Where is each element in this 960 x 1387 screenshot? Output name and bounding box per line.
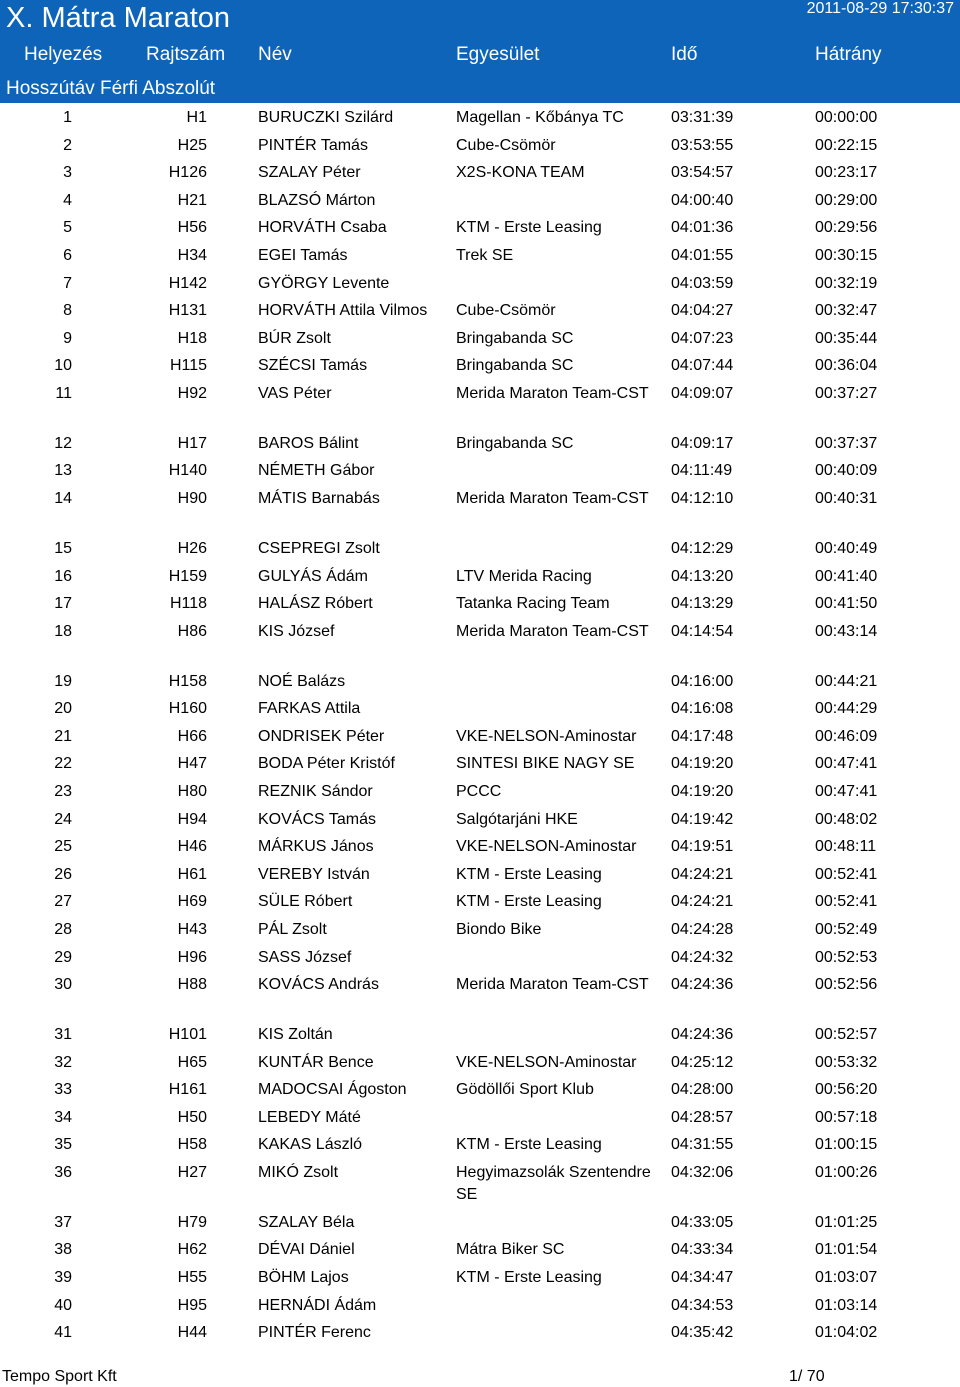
cell-name: MADOCSAI Ágoston — [258, 1081, 407, 1099]
footer-page-number: 1/ 70 — [789, 1368, 825, 1385]
cell-time: 04:19:42 — [671, 810, 734, 828]
cell-time: 04:33:05 — [671, 1213, 734, 1231]
cell-gap: 00:29:56 — [815, 219, 878, 237]
table-row — [0, 1322, 960, 1350]
cell-bib: H55 — [177, 1269, 207, 1287]
cell-position: 23 — [54, 782, 72, 800]
table-row — [0, 135, 960, 163]
cell-gap: 00:36:04 — [815, 357, 878, 375]
cell-name: BAROS Bálint — [258, 434, 359, 452]
cell-position: 38 — [54, 1241, 72, 1259]
cell-name: HORVÁTH Csaba — [258, 219, 387, 237]
table-row — [0, 781, 960, 809]
cell-club: Gödöllői Sport Klub — [456, 1081, 594, 1099]
cell-bib: H25 — [177, 136, 207, 154]
cell-name: VEREBY István — [258, 865, 370, 883]
cell-name: KOVÁCS Tamás — [258, 810, 376, 828]
table-row — [0, 1267, 960, 1295]
cell-club: Cube-Csömör — [456, 136, 556, 154]
cell-position: 2 — [63, 136, 72, 154]
cell-time: 04:19:20 — [671, 755, 734, 773]
cell-gap: 00:30:15 — [815, 246, 878, 264]
cell-position: 19 — [54, 672, 72, 690]
table-row — [0, 1052, 960, 1080]
table-row — [0, 621, 960, 671]
cell-time: 04:31:55 — [671, 1136, 734, 1154]
cell-time: 04:17:48 — [671, 727, 734, 745]
cell-time: 04:24:36 — [671, 976, 734, 994]
cell-gap: 00:56:20 — [815, 1081, 878, 1099]
cell-club: Mátra Biker SC — [456, 1241, 565, 1259]
cell-gap: 00:40:09 — [815, 462, 878, 480]
cell-bib: H69 — [177, 893, 207, 911]
cell-club: KTM - Erste Leasing — [456, 865, 602, 883]
cell-time: 04:13:29 — [671, 595, 734, 613]
cell-bib: H58 — [177, 1136, 207, 1154]
cell-bib: H131 — [168, 302, 207, 320]
cell-position: 12 — [54, 434, 72, 452]
cell-gap: 01:00:15 — [815, 1136, 878, 1154]
cell-name: MIKÓ Zsolt — [258, 1163, 339, 1181]
table-row — [0, 1134, 960, 1162]
table-row — [0, 698, 960, 726]
table-row — [0, 891, 960, 919]
cell-gap: 00:43:14 — [815, 622, 878, 640]
cell-name: BODA Péter Kristóf — [258, 755, 395, 773]
cell-gap: 00:32:19 — [815, 274, 878, 292]
table-row — [0, 1212, 960, 1240]
cell-position: 39 — [54, 1269, 72, 1287]
cell-position: 25 — [54, 838, 72, 856]
cell-bib: H95 — [177, 1296, 207, 1314]
cell-position: 8 — [63, 302, 72, 320]
cell-club: Merida Maraton Team-CST — [456, 976, 649, 994]
cell-bib: H43 — [177, 920, 207, 938]
cell-bib: H161 — [168, 1081, 207, 1099]
cell-bib: H44 — [177, 1324, 207, 1342]
cell-club: Hegyimazsolák Szentendre SE — [456, 1163, 651, 1203]
cell-name: SZALAY Béla — [258, 1213, 355, 1231]
cell-time: 04:01:36 — [671, 219, 734, 237]
cell-name: ONDRISEK Péter — [258, 727, 385, 745]
cell-position: 4 — [63, 191, 72, 209]
cell-bib: H66 — [177, 727, 207, 745]
cell-time: 04:03:59 — [671, 274, 734, 292]
cell-club: KTM - Erste Leasing — [456, 1269, 602, 1287]
cell-bib: H62 — [177, 1241, 207, 1259]
cell-gap: 00:52:57 — [815, 1026, 878, 1043]
table-row — [0, 433, 960, 461]
cell-gap: 00:52:56 — [815, 976, 878, 994]
cell-club: KTM - Erste Leasing — [456, 219, 602, 237]
cell-gap: 00:57:18 — [815, 1108, 878, 1126]
cell-bib: H126 — [168, 164, 207, 182]
cell-bib: H92 — [177, 384, 207, 402]
cell-bib: H90 — [177, 490, 207, 508]
cell-time: 04:28:57 — [671, 1108, 734, 1126]
cell-gap: 00:52:41 — [815, 893, 878, 911]
cell-time: 04:34:47 — [671, 1269, 734, 1287]
cell-position: 32 — [54, 1053, 72, 1071]
cell-position: 6 — [63, 246, 72, 264]
cell-gap: 00:48:11 — [815, 838, 877, 856]
table-row — [0, 245, 960, 273]
table-row — [0, 300, 960, 328]
cell-name: NÉMETH Gábor — [258, 462, 375, 480]
cell-club: KTM - Erste Leasing — [456, 893, 602, 911]
table-row — [0, 1024, 960, 1052]
cell-position: 37 — [54, 1213, 72, 1231]
cell-bib: H79 — [177, 1213, 207, 1231]
cell-time: 04:19:20 — [671, 782, 734, 800]
table-row — [0, 809, 960, 837]
table-row — [0, 1295, 960, 1323]
table-row — [0, 162, 960, 190]
table-row — [0, 217, 960, 245]
cell-club: VKE-NELSON-Aminostar — [456, 838, 637, 856]
table-row — [0, 190, 960, 218]
cell-position: 40 — [54, 1296, 72, 1314]
table-row — [0, 1239, 960, 1267]
cell-gap: 00:32:47 — [815, 302, 878, 320]
cell-bib: H47 — [177, 755, 207, 773]
cell-name: HORVÁTH Attila Vilmos — [258, 302, 428, 320]
cell-position: 15 — [54, 539, 72, 557]
cell-club: Salgótarjáni HKE — [456, 810, 578, 828]
cell-name: KIS Zoltán — [258, 1026, 333, 1043]
cell-gap: 00:46:09 — [815, 727, 878, 745]
table-row — [0, 593, 960, 621]
cell-gap: 00:22:15 — [815, 136, 878, 154]
cell-club: SINTESI BIKE NAGY SE — [456, 755, 635, 773]
cell-position: 13 — [54, 462, 72, 480]
cell-gap: 00:53:32 — [815, 1053, 878, 1071]
cell-club: VKE-NELSON-Aminostar — [456, 727, 637, 745]
cell-name: BÚR Zsolt — [258, 329, 331, 347]
table-row — [0, 1107, 960, 1135]
cell-time: 04:14:54 — [671, 622, 734, 640]
cell-gap: 01:00:26 — [815, 1163, 878, 1181]
cell-time: 04:24:21 — [671, 893, 734, 911]
cell-gap: 00:35:44 — [815, 329, 878, 347]
cell-name: KOVÁCS András — [258, 976, 379, 994]
column-header-bib: Rajtszám — [146, 44, 226, 65]
table-row — [0, 919, 960, 947]
cell-bib: H140 — [168, 462, 207, 480]
cell-bib: H96 — [177, 948, 207, 966]
cell-gap: 00:37:27 — [815, 384, 878, 402]
cell-time: 04:16:08 — [671, 700, 734, 718]
cell-bib: H94 — [177, 810, 207, 828]
cell-bib: H1 — [186, 109, 207, 126]
cell-time: 04:24:36 — [671, 1026, 734, 1043]
cell-name: NOÉ Balázs — [258, 672, 346, 690]
cell-bib: H27 — [177, 1163, 207, 1181]
timestamp: 2011-08-29 17:30:37 — [806, 0, 954, 17]
cell-time: 04:16:00 — [671, 672, 734, 690]
cell-club: Tatanka Racing Team — [456, 595, 610, 613]
cell-club: PCCC — [456, 782, 502, 800]
table-row — [0, 864, 960, 892]
table-row — [0, 273, 960, 301]
cell-time: 04:09:17 — [671, 434, 734, 452]
cell-name: HERNÁDI Ádám — [258, 1296, 377, 1314]
cell-name: FARKAS Attila — [258, 700, 361, 718]
cell-name: REZNIK Sándor — [258, 782, 373, 800]
cell-position: 11 — [55, 384, 72, 402]
cell-club: LTV Merida Racing — [456, 567, 592, 585]
cell-time: 04:34:53 — [671, 1296, 734, 1314]
cell-name: BLAZSÓ Márton — [258, 191, 376, 209]
cell-gap: 00:47:41 — [815, 755, 878, 773]
cell-name: SASS József — [258, 948, 352, 966]
cell-position: 1 — [63, 109, 72, 126]
cell-time: 04:12:29 — [671, 539, 734, 557]
table-row — [0, 726, 960, 754]
cell-name: HALÁSZ Róbert — [258, 595, 373, 613]
cell-name: BURUCZKI Szilárd — [258, 109, 394, 126]
cell-bib: H142 — [168, 274, 207, 292]
cell-club: Trek SE — [456, 246, 514, 264]
cell-club: Biondo Bike — [456, 920, 542, 938]
cell-bib: H86 — [177, 622, 207, 640]
cell-name: MÁTIS Barnabás — [258, 490, 380, 508]
cell-bib: H18 — [177, 329, 207, 347]
cell-time: 04:12:10 — [671, 490, 734, 508]
cell-gap: 00:44:21 — [815, 672, 878, 690]
cell-bib: H21 — [177, 191, 207, 209]
cell-time: 04:13:20 — [671, 567, 734, 585]
cell-club: X2S-KONA TEAM — [456, 164, 585, 182]
cell-position: 24 — [54, 810, 72, 828]
cell-gap: 01:04:02 — [815, 1324, 878, 1342]
cell-bib: H158 — [168, 672, 207, 690]
cell-gap: 01:01:25 — [815, 1213, 878, 1231]
page-title: X. Mátra Maraton — [6, 2, 231, 34]
cell-time: 04:24:28 — [671, 920, 734, 938]
column-header-name: Név — [258, 44, 292, 65]
cell-name: EGEI Tamás — [258, 246, 348, 264]
cell-gap: 00:44:29 — [815, 700, 878, 718]
cell-position: 36 — [54, 1163, 72, 1181]
cell-bib: H160 — [168, 700, 207, 718]
cell-gap: 00:23:17 — [815, 164, 878, 182]
cell-gap: 00:52:53 — [815, 948, 878, 966]
table-row — [0, 538, 960, 566]
column-header-club: Egyesület — [456, 44, 540, 65]
table-row — [0, 488, 960, 538]
cell-gap: 00:47:41 — [815, 782, 878, 800]
cell-gap: 01:03:07 — [815, 1269, 878, 1287]
cell-position: 33 — [54, 1081, 72, 1099]
cell-position: 29 — [54, 948, 72, 966]
cell-bib: H50 — [177, 1108, 207, 1126]
cell-position: 34 — [54, 1108, 72, 1126]
cell-time: 03:54:57 — [671, 164, 734, 182]
cell-position: 26 — [54, 865, 72, 883]
column-header-position: Helyezés — [24, 44, 103, 65]
cell-time: 03:31:39 — [671, 109, 734, 126]
table-row — [0, 974, 960, 1024]
cell-bib: H56 — [177, 219, 207, 237]
cell-position: 5 — [63, 219, 72, 237]
table-row — [0, 947, 960, 975]
cell-club: Magellan - Kőbánya TC — [456, 109, 624, 126]
cell-gap: 01:01:54 — [815, 1241, 878, 1259]
table-row — [0, 383, 960, 433]
category-title: Hosszútáv Férfi Abszolút — [6, 78, 216, 99]
cell-name: GULYÁS Ádám — [258, 567, 368, 585]
cell-time: 04:28:00 — [671, 1081, 734, 1099]
cell-bib: H118 — [169, 595, 207, 613]
cell-position: 41 — [54, 1324, 72, 1342]
footer-organizer: Tempo Sport Kft — [2, 1368, 117, 1385]
cell-bib: H101 — [168, 1026, 207, 1043]
cell-time: 04:00:40 — [671, 191, 734, 209]
cell-bib: H46 — [177, 838, 207, 856]
cell-name: PÁL Zsolt — [258, 920, 327, 938]
cell-bib: H61 — [177, 865, 207, 883]
cell-time: 04:24:32 — [671, 948, 734, 966]
cell-club: Merida Maraton Team-CST — [456, 490, 649, 508]
cell-time: 04:11:49 — [671, 462, 733, 480]
table-row — [0, 107, 960, 135]
cell-time: 04:25:12 — [671, 1053, 734, 1071]
cell-club: Cube-Csömör — [456, 302, 556, 320]
table-row — [0, 671, 960, 699]
cell-time: 04:32:06 — [671, 1163, 734, 1181]
cell-gap: 00:40:31 — [815, 490, 878, 508]
cell-gap: 00:29:00 — [815, 191, 878, 209]
header-band — [0, 0, 960, 103]
cell-position: 10 — [54, 357, 72, 375]
table-row — [0, 1162, 960, 1212]
cell-gap: 00:48:02 — [815, 810, 878, 828]
cell-position: 17 — [54, 595, 72, 613]
cell-name: MÁRKUS János — [258, 838, 374, 856]
cell-position: 16 — [54, 567, 72, 585]
cell-gap: 00:00:00 — [815, 109, 878, 126]
cell-club: VKE-NELSON-Aminostar — [456, 1053, 637, 1071]
cell-time: 04:35:42 — [671, 1324, 734, 1342]
cell-club: Bringabanda SC — [456, 434, 574, 452]
cell-bib: H34 — [177, 246, 207, 264]
cell-name: SZALAY Péter — [258, 164, 361, 182]
cell-time: 04:07:44 — [671, 357, 734, 375]
cell-club: Bringabanda SC — [456, 329, 574, 347]
cell-bib: H26 — [177, 539, 207, 557]
cell-position: 3 — [63, 164, 72, 182]
table-row — [0, 328, 960, 356]
cell-gap: 00:40:49 — [815, 539, 878, 557]
cell-time: 03:53:55 — [671, 136, 734, 154]
cell-position: 27 — [54, 893, 72, 911]
cell-time: 04:01:55 — [671, 246, 734, 264]
cell-position: 22 — [54, 755, 72, 773]
column-header-gap: Hátrány — [815, 44, 882, 65]
cell-position: 14 — [54, 490, 72, 508]
cell-gap: 01:03:14 — [815, 1296, 878, 1314]
cell-gap: 00:41:40 — [815, 567, 878, 585]
cell-club: Merida Maraton Team-CST — [456, 622, 649, 640]
cell-gap: 00:52:41 — [815, 865, 878, 883]
cell-name: KIS József — [258, 622, 335, 640]
table-row — [0, 566, 960, 594]
cell-time: 04:33:34 — [671, 1241, 734, 1259]
cell-name: KUNTÁR Bence — [258, 1053, 374, 1071]
cell-position: 9 — [63, 329, 72, 347]
cell-time: 04:04:27 — [671, 302, 734, 320]
cell-time: 04:07:23 — [671, 329, 734, 347]
cell-name: DÉVAI Dániel — [258, 1241, 355, 1259]
cell-position: 20 — [54, 700, 72, 718]
table-row — [0, 460, 960, 488]
cell-club: KTM - Erste Leasing — [456, 1136, 602, 1154]
table-row — [0, 1079, 960, 1107]
cell-position: 30 — [54, 976, 72, 994]
table-row — [0, 355, 960, 383]
cell-name: PINTÉR Ferenc — [258, 1324, 371, 1342]
cell-gap: 00:37:37 — [815, 434, 878, 452]
cell-time: 04:19:51 — [671, 838, 734, 856]
cell-time: 04:09:07 — [671, 384, 734, 402]
cell-bib: H80 — [177, 782, 207, 800]
cell-position: 28 — [54, 920, 72, 938]
cell-name: SZÉCSI Tamás — [258, 357, 368, 375]
cell-position: 35 — [54, 1136, 72, 1154]
cell-bib: H65 — [177, 1053, 207, 1071]
cell-position: 21 — [54, 727, 72, 745]
cell-time: 04:24:21 — [671, 865, 734, 883]
cell-gap: 00:52:49 — [815, 920, 878, 938]
cell-position: 7 — [63, 274, 72, 292]
cell-name: CSEPREGI Zsolt — [258, 539, 380, 557]
cell-name: GYÖRGY Levente — [258, 274, 390, 292]
cell-name: VAS Péter — [258, 384, 332, 402]
cell-bib: H159 — [168, 567, 207, 585]
cell-name: BÖHM Lajos — [258, 1269, 349, 1287]
table-row — [0, 753, 960, 781]
cell-club: Bringabanda SC — [456, 357, 574, 375]
results-table — [0, 107, 960, 1350]
cell-position: 18 — [54, 622, 72, 640]
column-header-time: Idő — [671, 44, 698, 65]
table-row — [0, 836, 960, 864]
cell-bib: H115 — [169, 357, 207, 375]
cell-gap: 00:41:50 — [815, 595, 878, 613]
cell-bib: H88 — [177, 976, 207, 994]
cell-name: KAKAS László — [258, 1136, 363, 1154]
cell-club: Merida Maraton Team-CST — [456, 384, 649, 402]
cell-bib: H17 — [177, 434, 207, 452]
cell-name: LEBEDY Máté — [258, 1108, 361, 1126]
cell-name: SÜLE Róbert — [258, 893, 353, 911]
cell-position: 31 — [54, 1026, 72, 1043]
cell-name: PINTÉR Tamás — [258, 136, 368, 154]
